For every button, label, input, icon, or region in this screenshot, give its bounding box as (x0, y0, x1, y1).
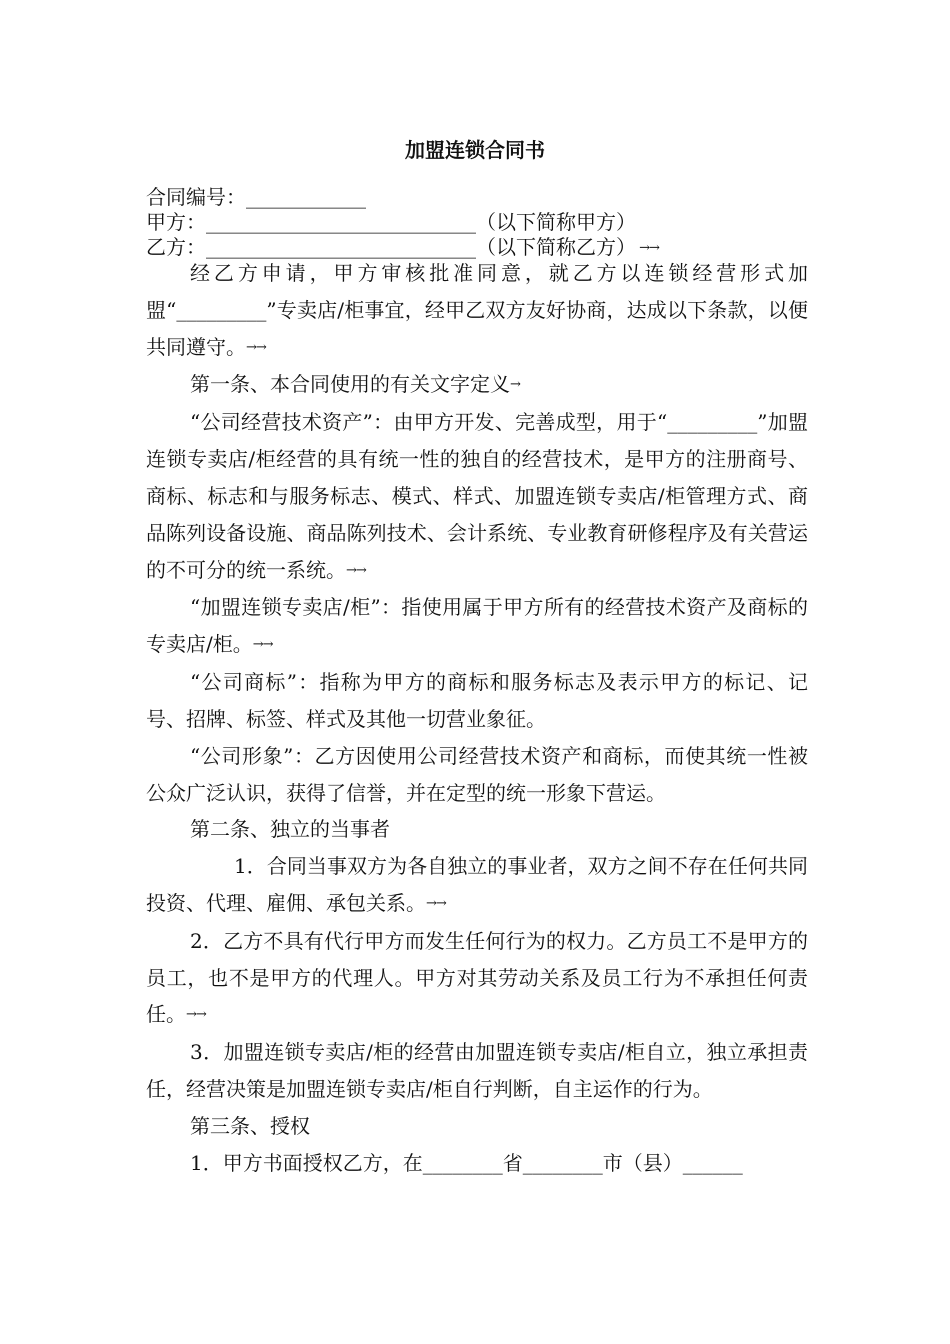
paragraph-mark-icon: →→ (426, 896, 446, 912)
paragraph-text: “公司经营技术资产”：由甲方开发、完善成型，用于“_________”加盟连锁专卖店/柜经营的具有统一性的独自的经营技术，是甲方的注册商号、商标、标志和与服务标志、模式、样式、加盟连锁专卖店/柜管理方式、商品陈列设备设施、商品陈列技术、会计系统、专业教育研修程序及有关营运的不可分的统一系统。 (146, 410, 808, 582)
paragraph-text: 经乙方申请，甲方审核批准同意，就乙方以连锁经营形式加盟“_________”专卖店/柜事宜，经甲乙双方友好协商，达成以下条款，以便共同遵守。 (146, 261, 808, 359)
paragraph-mark-icon: →→ (246, 339, 266, 355)
contract-number-line: 合同编号：____________ (146, 185, 366, 209)
party-a-line: 甲方：___________________________（以下简称甲方） (146, 210, 636, 234)
paragraph-text: 第三条、授权 (190, 1113, 310, 1138)
contract-body (146, 255, 808, 1181)
paragraph-text: 1．合同当事双方为各自独立的事业者，双方之间不存在任何共同投资、代理、雇佣、承包关系。 (146, 854, 808, 915)
paragraph (146, 589, 808, 664)
paragraph-text: 第二条、独立的当事者 (190, 817, 390, 842)
paragraph (146, 1034, 808, 1108)
paragraph-mark-icon: →→ (186, 1007, 206, 1023)
paragraph (146, 255, 808, 366)
paragraph-text: 2．乙方不具有代行甲方而发生任何行为的权力。乙方员工不是甲方的员工，也不是甲方的代理人。甲方对其劳动关系及员工行为不承担任何责任。 (146, 928, 808, 1027)
paragraph (146, 848, 808, 923)
paragraph-text: “公司形象”：乙方因使用公司经营技术资产和商标，而使其统一性被公众广泛认识，获得了信誉，并在定型的统一形象下营运。 (146, 743, 808, 805)
paragraph-mark-icon: →→ (252, 637, 273, 653)
paragraph-text: 第一条、本合同使用的有关文字定义 (190, 372, 510, 397)
paragraph-text: 1．甲方书面授权乙方，在________省________市（县）______ (190, 1150, 743, 1175)
article-heading (146, 366, 808, 404)
paragraph (146, 404, 808, 589)
party-b-text: 乙方：___________________________（以下简称乙方） (146, 235, 636, 259)
paragraph-mark-icon: →→ (636, 240, 659, 256)
paragraph (146, 923, 808, 1034)
paragraph-text: “公司商标”：指称为甲方的商标和服务标志及表示甲方的标记、记号、招牌、标签、样式及其他一切营业象征。 (146, 670, 808, 731)
document-title: 加盟连锁合同书 (405, 138, 545, 162)
paragraph-mark-icon: → (510, 377, 520, 393)
paragraph-mark-icon: →→ (346, 562, 366, 578)
article-heading (146, 1108, 808, 1145)
paragraph-text: “加盟连锁专卖店/柜”：指使用属于甲方所有的经营技术资产及商标的专卖店/柜。 (146, 595, 808, 657)
article-heading (146, 811, 808, 848)
paragraph (146, 738, 808, 812)
paragraph (146, 664, 808, 738)
paragraph (146, 1145, 808, 1182)
paragraph-text: 3．加盟连锁专卖店/柜的经营由加盟连锁专卖店/柜自立，独立承担责任，经营决策是加盟连锁专卖店/柜自行判断，自主运作的行为。 (146, 1040, 808, 1102)
